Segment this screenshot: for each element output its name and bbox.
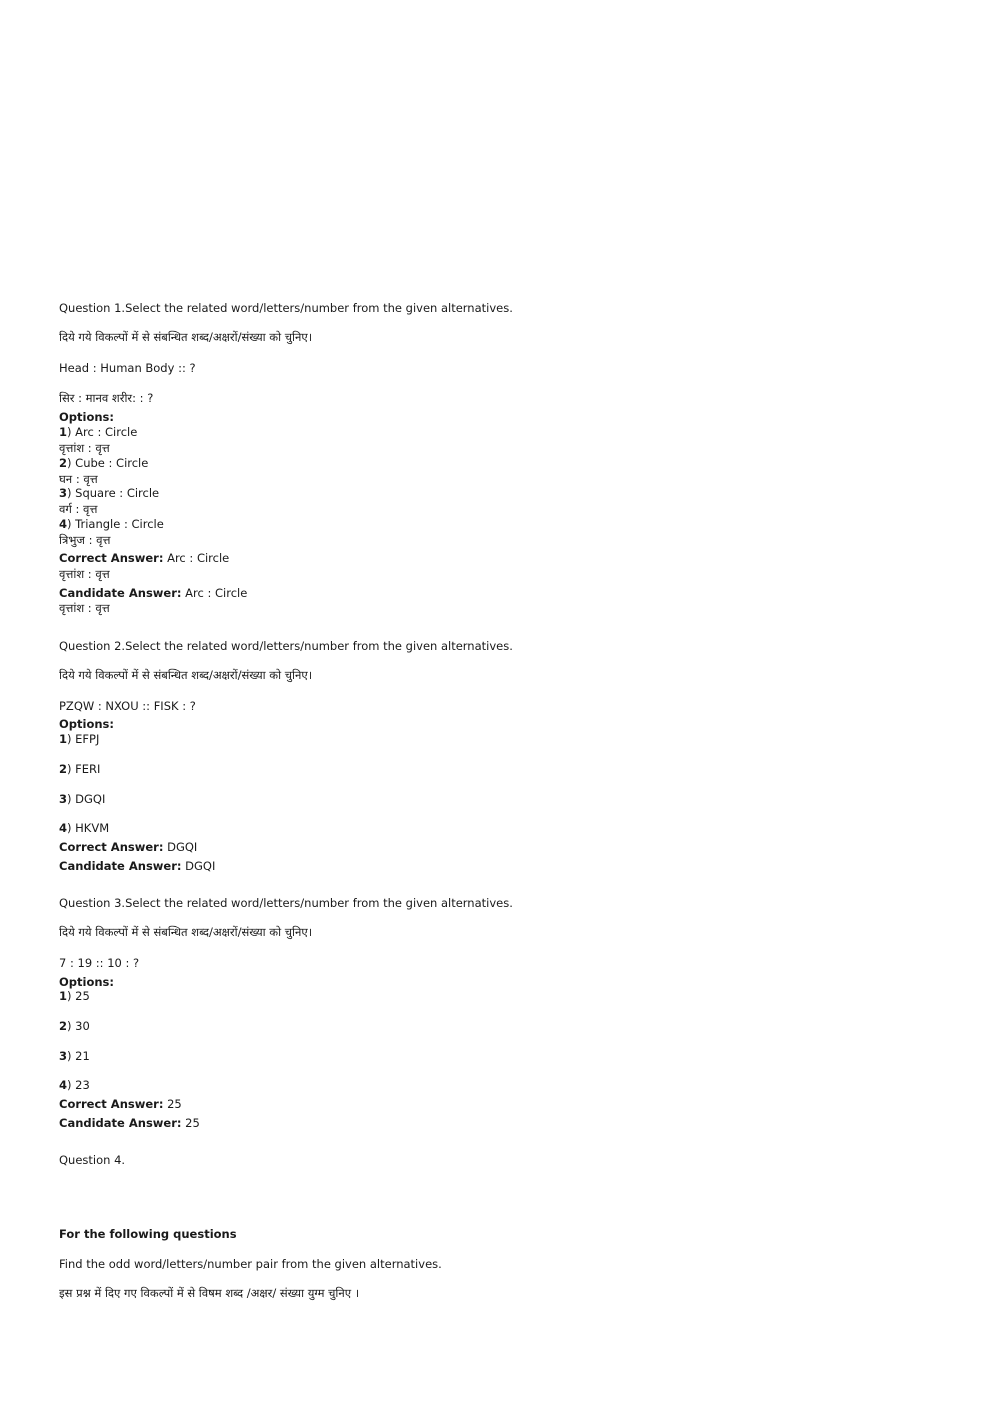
q2-candidate-answer: Candidate Answer: DGQI	[59, 859, 216, 873]
q1-option-3-hindi: वर्ग : वृत्त	[59, 502, 98, 516]
q2-option-1: 1) EFPJ	[59, 732, 100, 746]
q1-option-2: 2) Cube : Circle	[59, 456, 149, 470]
q1-option-4: 4) Triangle : Circle	[59, 517, 164, 531]
q1-question: Question 1.Select the related word/letters/number from the given alternatives.	[59, 301, 513, 315]
q1-prompt: Head : Human Body :: ?	[59, 361, 196, 375]
q4-question: Question 4.	[59, 1153, 126, 1167]
q3-correct-answer: Correct Answer: 25	[59, 1097, 182, 1111]
q4-heading: For the following questions	[59, 1227, 237, 1241]
q1-option-3: 3) Square : Circle	[59, 486, 160, 500]
q2-prompt: PZQW : NXOU :: FISK : ?	[59, 699, 196, 713]
q3-prompt: 7 : 19 :: 10 : ?	[59, 956, 140, 970]
q1-options-label: Options:	[59, 410, 114, 424]
q1-correct-answer-hindi: वृत्तांश : वृत्त	[59, 567, 110, 581]
q1-option-1-hindi: वृत्तांश : वृत्त	[59, 441, 110, 455]
q1-option-1: 1) Arc : Circle	[59, 425, 138, 439]
q2-question-hindi: दिये गये विकल्पों में से संबन्धित शब्द/अक्षरों/संख्या को चुनिए।	[59, 668, 313, 682]
q3-option-2: 2) 30	[59, 1019, 90, 1033]
q2-correct-answer: Correct Answer: DGQI	[59, 840, 198, 854]
q1-option-4-hindi: त्रिभुज : वृत्त	[59, 533, 111, 547]
q1-candidate-answer: Candidate Answer: Arc : Circle	[59, 586, 248, 600]
q3-question-hindi: दिये गये विकल्पों में से संबन्धित शब्द/अक्षरों/संख्या को चुनिए।	[59, 925, 313, 939]
q2-option-4: 4) HKVM	[59, 821, 110, 835]
q3-option-4: 4) 23	[59, 1078, 90, 1092]
q1-correct-answer: Correct Answer: Arc : Circle	[59, 551, 230, 565]
q3-candidate-answer: Candidate Answer: 25	[59, 1116, 200, 1130]
q1-candidate-answer-hindi: वृत्तांश : वृत्त	[59, 601, 110, 615]
q1-prompt-hindi: सिर : मानव शरीर: : ?	[59, 391, 154, 405]
q3-question: Question 3.Select the related word/letters/number from the given alternatives.	[59, 896, 513, 910]
q2-question: Question 2.Select the related word/letters/number from the given alternatives.	[59, 639, 513, 653]
q4-instruction-hindi: इस प्रश्न में दिए गए विकल्पों में से विषम शब्द /अक्षर/ संख्या युग्म चुनिए ।	[59, 1286, 360, 1300]
q1-option-2-hindi: घन : वृत्त	[59, 472, 98, 486]
q2-options-label: Options:	[59, 717, 114, 731]
q2-option-2: 2) FERI	[59, 762, 101, 776]
q3-option-3: 3) 21	[59, 1049, 90, 1063]
q4-instruction: Find the odd word/letters/number pair from the given alternatives.	[59, 1257, 442, 1271]
q3-options-label: Options:	[59, 975, 114, 989]
q1-question-hindi: दिये गये विकल्पों में से संबन्धित शब्द/अक्षरों/संख्या को चुनिए।	[59, 330, 313, 344]
q3-option-1: 1) 25	[59, 989, 90, 1003]
q2-option-3: 3) DGQI	[59, 792, 106, 806]
